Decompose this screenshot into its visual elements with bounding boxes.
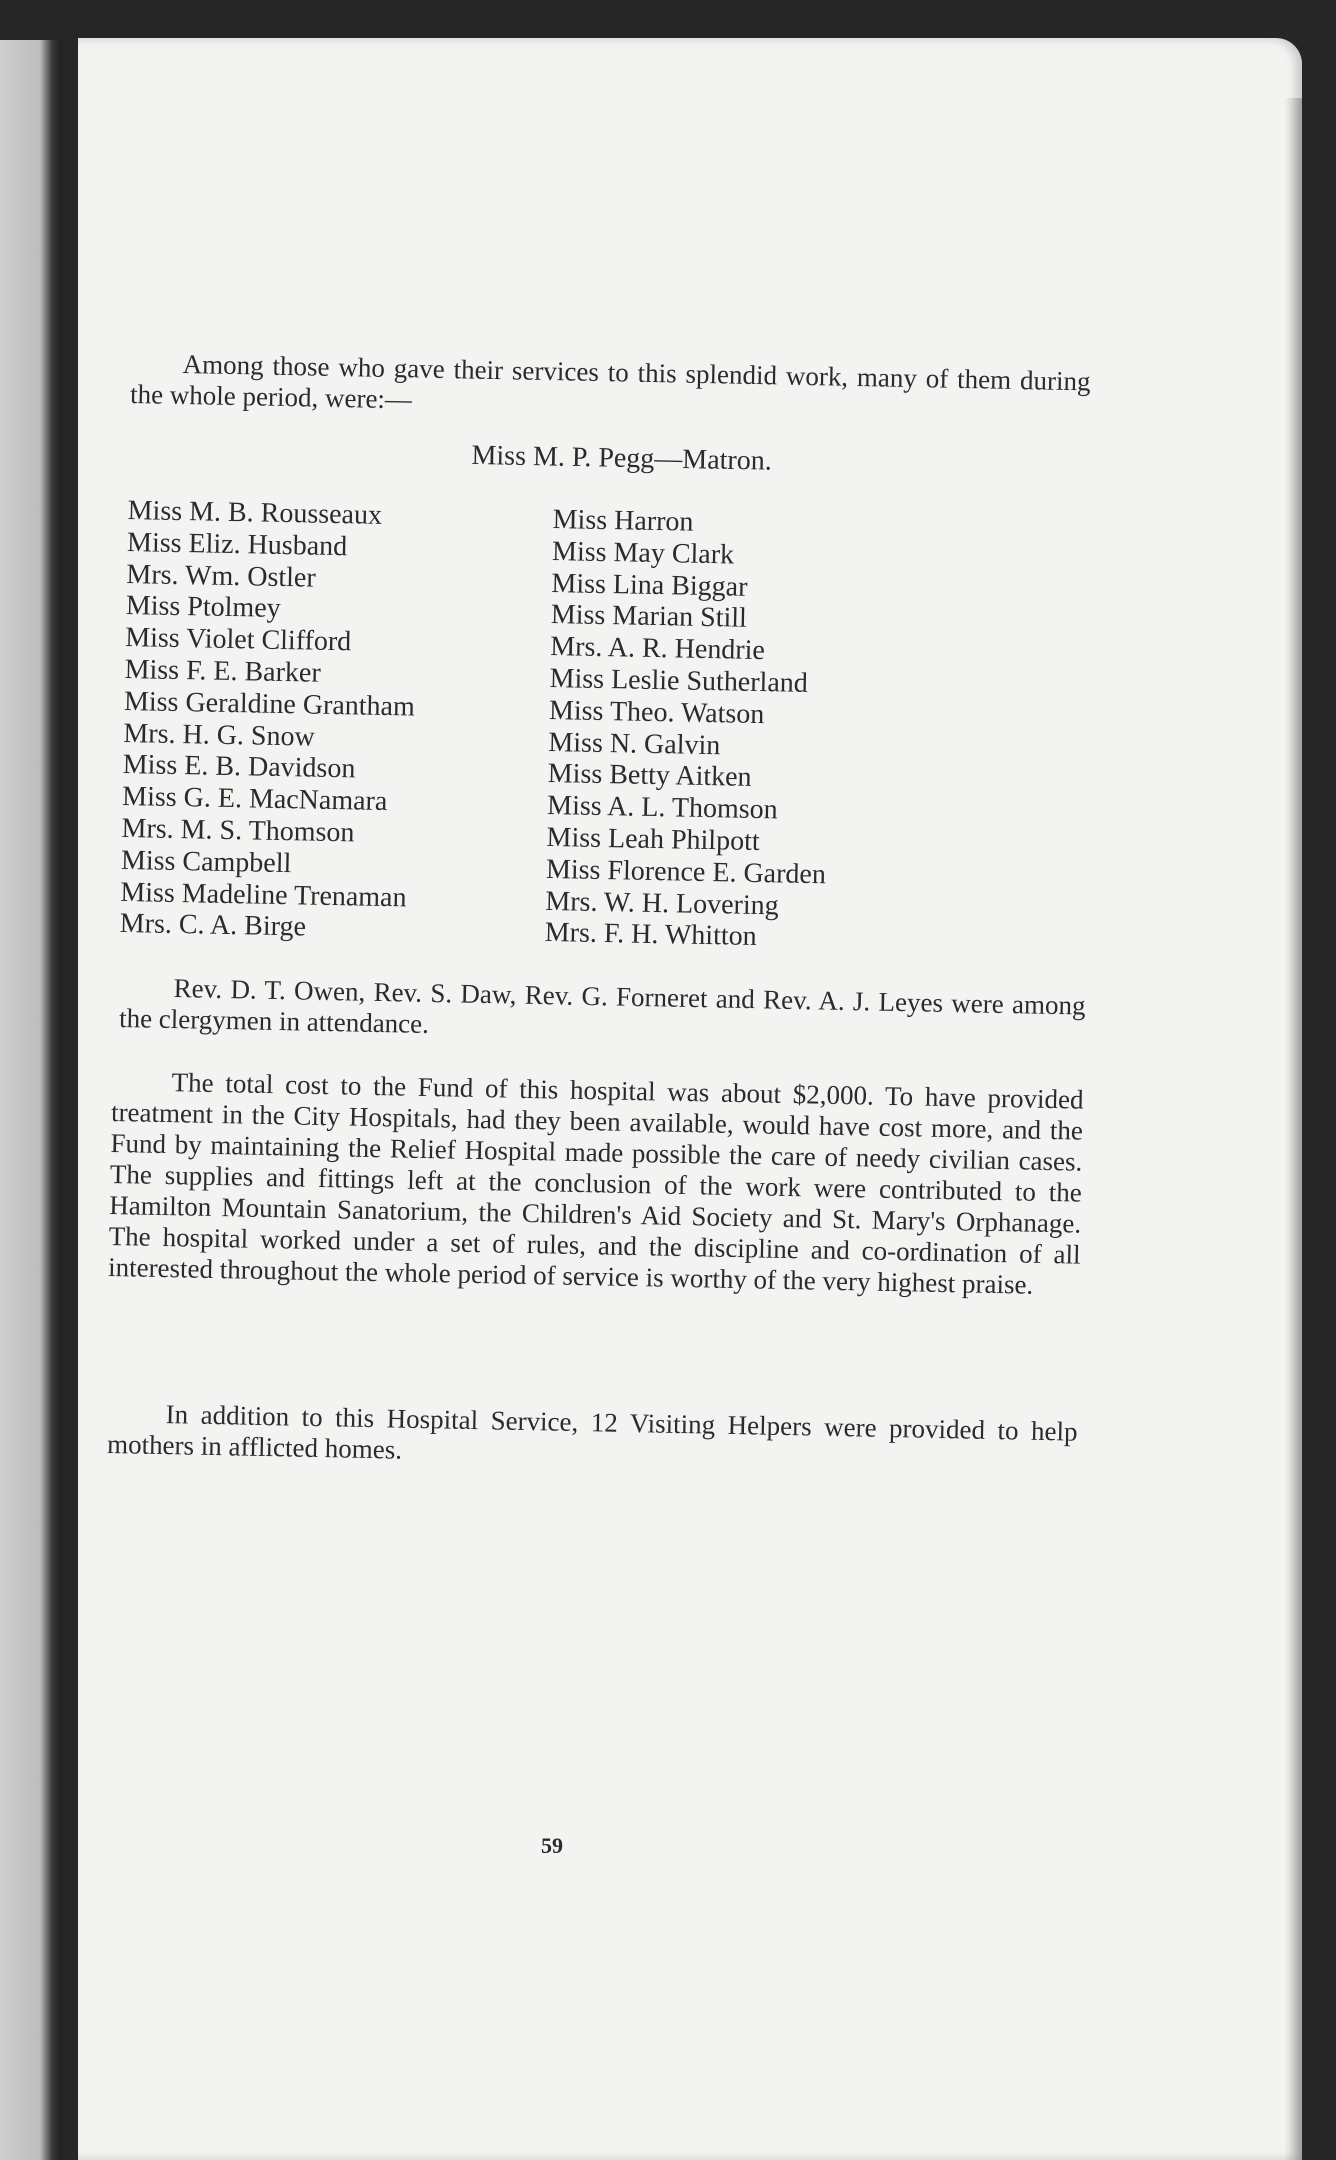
volunteer-name: Miss Madeline Trenaman	[120, 876, 407, 913]
volunteer-name: Miss F. E. Barker	[124, 653, 322, 689]
volunteer-name: Mrs. H. G. Snow	[123, 717, 316, 753]
volunteer-name: Miss Marian Still	[550, 599, 748, 635]
matron-line: Miss M. P. Pegg—Matron.	[471, 439, 773, 477]
volunteer-name: Miss Violet Clifford	[124, 622, 352, 658]
left-page-edge	[0, 40, 62, 2160]
volunteer-name: Miss Geraldine Grantham	[123, 685, 416, 723]
names-list-left	[119, 495, 547, 948]
volunteer-name: Mrs. A. R. Hendrie	[549, 631, 766, 667]
intro-paragraph: Among those who gave their services to this splendid work, many of them during the whole period, were:—	[129, 348, 1091, 415]
volunteer-name: Miss N. Galvin	[548, 726, 721, 761]
volunteer-name: Mrs. W. H. Lovering	[545, 885, 779, 921]
volunteer-name: Miss Campbell	[120, 844, 292, 879]
page-number: 59	[541, 1833, 563, 1858]
volunteer-name: Miss Ptolmey	[125, 590, 281, 625]
volunteer-name: Miss Lina Biggar	[551, 567, 748, 603]
volunteer-name: Miss E. B. Davidson	[122, 749, 356, 785]
page-edge-shadow	[1284, 98, 1302, 2160]
cost-paragraph: The total cost to the Fund of this hospital was about $2,000. To have provided treatment in the City Hospitals, had they been available, would have cost more, and the Fund by maintaining the Relief Hospital made possible the care of needy civilian cases. The supplies and fittings left at the conclusion of the work were contributed to the Hamilton Mountain Sanatorium, the Children's Aid Society and St. Mary's Orphanage. The hospital worked under a set of rules, and the discipline and co-ordination of all interested throughout the whole period of service is worthy of the very highest praise.	[107, 1067, 1084, 1300]
names-list-right	[544, 504, 972, 957]
volunteer-name: Miss Theo. Watson	[548, 694, 765, 730]
volunteer-name: Mrs. C. A. Birge	[119, 908, 307, 943]
clergy-paragraph: Rev. D. T. Owen, Rev. S. Daw, Rev. G. Forneret and Rev. A. J. Leyes were among the clergymen in attendance.	[118, 973, 1086, 1039]
volunteer-name: Miss A. L. Thomson	[546, 790, 778, 826]
volunteer-name: Miss G. E. MacNamara	[121, 781, 388, 818]
volunteer-name: Miss May Clark	[551, 535, 735, 571]
volunteer-name: Mrs. F. H. Whitton	[544, 917, 757, 953]
volunteer-name: Miss Leslie Sutherland	[549, 662, 809, 699]
volunteer-name: Miss Florence E. Garden	[545, 853, 827, 891]
volunteer-name: Miss Eliz. Husband	[126, 526, 348, 563]
volunteer-name: Mrs. M. S. Thomson	[121, 812, 355, 849]
volunteer-name: Miss M. B. Rousseaux	[127, 495, 383, 531]
helpers-paragraph: In addition to this Hospital Service, 12 Visiting Helpers were provided to help mothers in afflicted homes.	[106, 1399, 1078, 1465]
volunteer-name: Mrs. Wm. Ostler	[126, 558, 316, 594]
volunteer-name: Miss Betty Aitken	[547, 758, 752, 794]
volunteer-name: Miss Harron	[552, 504, 694, 538]
volunteer-name: Miss Leah Philpott	[546, 821, 760, 857]
